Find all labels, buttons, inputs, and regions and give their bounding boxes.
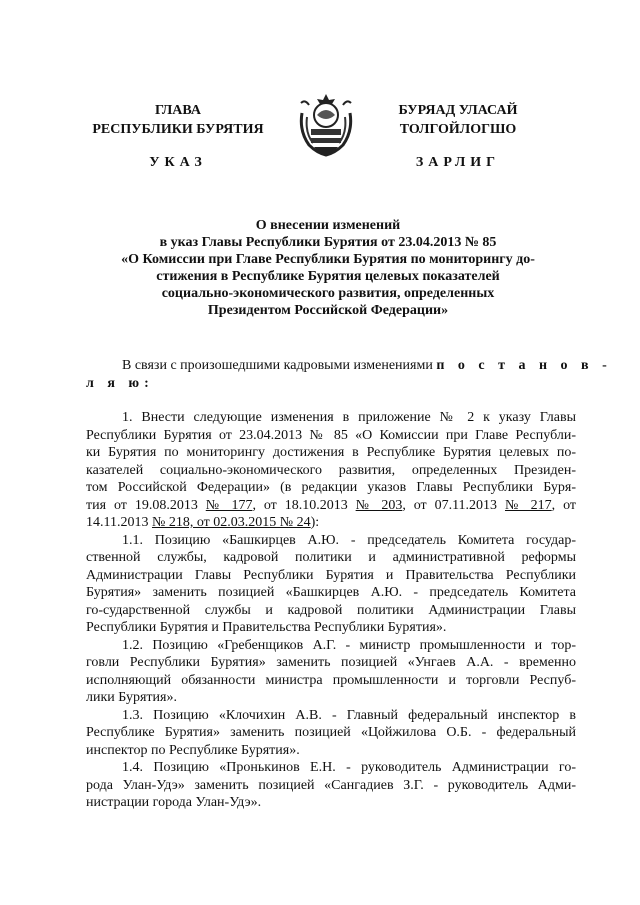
preamble-line xyxy=(86,357,612,375)
clause-line: 1.2. Позицию «Гребенщиков А.Г. - министр промышленности и тор- xyxy=(122,637,576,653)
clause-1-2 xyxy=(86,637,576,707)
decree-word-end: л я ю: xyxy=(86,375,154,391)
clause-1-1 xyxy=(86,532,576,637)
ref-text: 14.11.2013 xyxy=(86,515,149,530)
preamble-text: В связи с произошедшими кадровыми изменениями xyxy=(122,358,433,373)
clause-line: говли Республики Бурятия» заменить позицией «Унгаев А.А. - временно xyxy=(86,655,576,670)
clause-line: казателей социально-экономического развития, определенных Президен- xyxy=(86,462,576,478)
clause-line: Бурятия» заменить позицией «Башкирцев А.Ю. - председатель Комитета xyxy=(86,585,576,600)
title-line: социально-экономического развития, определенных xyxy=(161,286,495,301)
title-line: стижения в Республике Бурятия целевых показателей xyxy=(156,269,500,284)
ref-text: , от 18.10.2013 xyxy=(252,497,348,513)
clause-line: го-сударственной службы и кадровой политики Администрации Главы xyxy=(86,602,576,618)
decree-title xyxy=(86,217,570,319)
preamble xyxy=(86,357,612,392)
clause-line: Республике Бурятия» заменить позицией «Цойжилова О.Б. - федеральный xyxy=(86,725,576,740)
clause-line: ки Бурятия по мониторингу достижения в Республике Бурятия целевых по- xyxy=(86,445,576,460)
title-line: «О Комиссии при Главе Республики Бурятия по мониторингу до- xyxy=(121,252,535,267)
clause-line: лики Бурятия». xyxy=(86,690,177,705)
ref-text: тия от 19.08.2013 xyxy=(86,497,198,513)
issuer-title-ru: ГЛАВА xyxy=(155,103,201,118)
clause-1 xyxy=(86,409,576,532)
coat-of-arms-icon xyxy=(295,91,357,161)
ref-text: ): xyxy=(310,515,320,530)
clause-line: 1. Внести следующие изменения в приложение № 2 к указу Главы xyxy=(122,410,576,425)
clause-line: ственной службы, кадровой политики и административной реформы xyxy=(86,550,576,565)
issuer-header-right xyxy=(370,101,546,139)
clause-line: 1.4. Позицию «Пронькинов Е.Н. - руководитель Администрации го- xyxy=(122,760,576,775)
title-line: О внесении изменений xyxy=(255,218,401,233)
clause-1-4 xyxy=(86,759,576,812)
decree-link-218-24[interactable]: № 218, от 02.03.2015 № 24 xyxy=(151,515,311,530)
clause-line: Администрации Главы Республики Бурятия и Правительства Республики xyxy=(86,567,576,583)
clause-line: 1.3. Позицию «Клочихин А.В. - Главный федеральный инспектор в xyxy=(122,707,576,723)
clause-line: нистрации города Улан-Удэ». xyxy=(86,795,262,810)
decree-link-203[interactable]: № 203 xyxy=(355,497,403,513)
issuer-role-bua: ТОЛГОЙЛОГШО xyxy=(399,122,517,137)
clause-line: инспектор по Республике Бурятия». xyxy=(86,742,300,758)
decree-body xyxy=(86,357,612,812)
ref-text: , от 07.11.2013 xyxy=(402,497,498,513)
clause-line: том Российской Федерации» (в редакции указов Главы Республики Буря- xyxy=(86,480,576,495)
decree-link-217[interactable]: № 217 xyxy=(504,497,552,513)
clause-line: рода Улан-Удэ» заменить позицией «Сангадиев З.Г. - руководитель Адми- xyxy=(86,777,576,793)
title-line: в указ Главы Республики Бурятия от 23.04.2013 № 85 xyxy=(159,235,497,250)
clause-line: Республики Бурятия и Правительства Республики Бурятия». xyxy=(86,620,447,635)
clause-line: 1.1. Позицию «Башкирцев А.Ю. - председатель Комитета государ- xyxy=(122,532,576,548)
decree-word: п о с т а н о в - xyxy=(436,358,612,373)
decree-link-177[interactable]: № 177 xyxy=(205,497,253,513)
issuer-header-left xyxy=(78,101,278,139)
clause-1-3 xyxy=(86,707,576,760)
issuer-region-ru: РЕСПУБЛИКИ БУРЯТИЯ xyxy=(92,122,264,137)
document-kind-bua: ЗАРЛИГ xyxy=(415,155,501,170)
clause-line-refs xyxy=(86,514,576,532)
ref-text: , от xyxy=(551,497,577,513)
issuer-title-bua: БУРЯАД УЛАСАЙ xyxy=(398,103,518,118)
document-kind-ru: УКАЗ xyxy=(149,155,207,170)
clause-line: исполняющий обязанности министра промышленности и торговли Респуб- xyxy=(86,672,576,688)
title-line: Президентом Российской Федерации» xyxy=(207,303,449,318)
clause-line-refs xyxy=(86,497,576,515)
clause-line: Республики Бурятия от 23.04.2013 № 85 «О Комиссии при Главе Республи- xyxy=(86,427,576,443)
